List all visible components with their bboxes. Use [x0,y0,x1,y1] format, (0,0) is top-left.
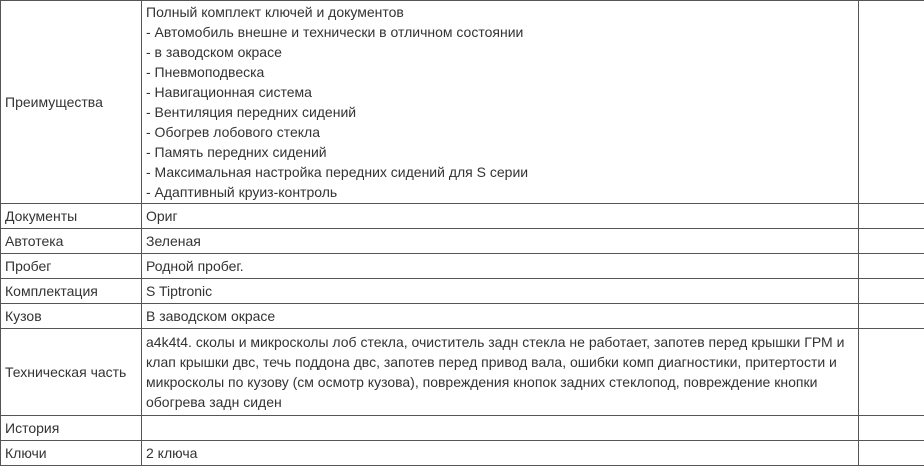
row-value-advantages [142,1,859,204]
row-label-mileage: Пробег [1,254,142,279]
row-extra-cell [859,279,924,304]
row-value-documents: Ориг [142,204,859,229]
row-label-history: История [1,416,142,441]
row-extra-cell [859,1,924,204]
table-row-advantages [1,1,924,204]
technical-line: a4k4t4. сколы и микросколы лоб стекла, очиститель задн стекла не работает, запотев перед крышки ГРМ и [146,332,854,352]
row-label-trim: Комплектация [1,279,142,304]
advantage-line: - Пневмоподвеска [146,62,854,82]
row-value-trim: S Tiptronic [142,279,859,304]
row-extra-cell [859,229,924,254]
technical-line: клап крышки двс, течь поддона двс, запотев перед привод вала, ошибки комп диагностики, притертости и [146,352,854,372]
row-extra-cell [859,204,924,229]
table-row-documents [1,204,924,229]
advantage-line: - Автомобиль внешне и технически в отличном состоянии [146,22,854,42]
row-label-autoteka: Автотека [1,229,142,254]
row-value-history [142,416,859,441]
row-label-body: Кузов [1,304,142,329]
table-row-body [1,304,924,329]
table-row-mileage [1,254,924,279]
advantage-line: - в заводском окрасе [146,42,854,62]
table-row-trim [1,279,924,304]
advantage-line: - Вентиляция передних сидений [146,102,854,122]
row-extra-cell [859,441,924,466]
table-row-keys [1,441,924,466]
technical-line: микросколы по кузову (см осмотр кузова), повреждения кнопок задних стеклопод, повреждение кнопки [146,372,854,392]
row-value-autoteka: Зеленая [142,229,859,254]
row-value-mileage: Родной пробег. [142,254,859,279]
row-label-technical: Техническая часть [1,329,142,416]
advantage-line: - Память передних сидений [146,142,854,162]
advantage-line: - Адаптивный круиз-контроль [146,182,854,202]
row-value-keys: 2 ключа [142,441,859,466]
row-extra-cell [859,304,924,329]
row-label-advantages: Преимущества [1,1,142,204]
row-label-documents: Документы [1,204,142,229]
row-value-technical [142,329,859,416]
technical-line: обогрева задн сиден [146,392,854,412]
row-extra-cell [859,329,924,416]
advantage-line: - Обогрев лобового стекла [146,122,854,142]
advantage-line: - Максимальная настройка передних сидений для S серии [146,162,854,182]
table-row-technical [1,329,924,416]
table-row-autoteka [1,229,924,254]
row-value-body: В заводском окрасе [142,304,859,329]
row-extra-cell [859,254,924,279]
advantage-line: Полный комплект ключей и документов [146,2,854,22]
table-row-history [1,416,924,441]
advantage-line: - Навигационная система [146,82,854,102]
row-extra-cell [859,416,924,441]
row-label-keys: Ключи [1,441,142,466]
